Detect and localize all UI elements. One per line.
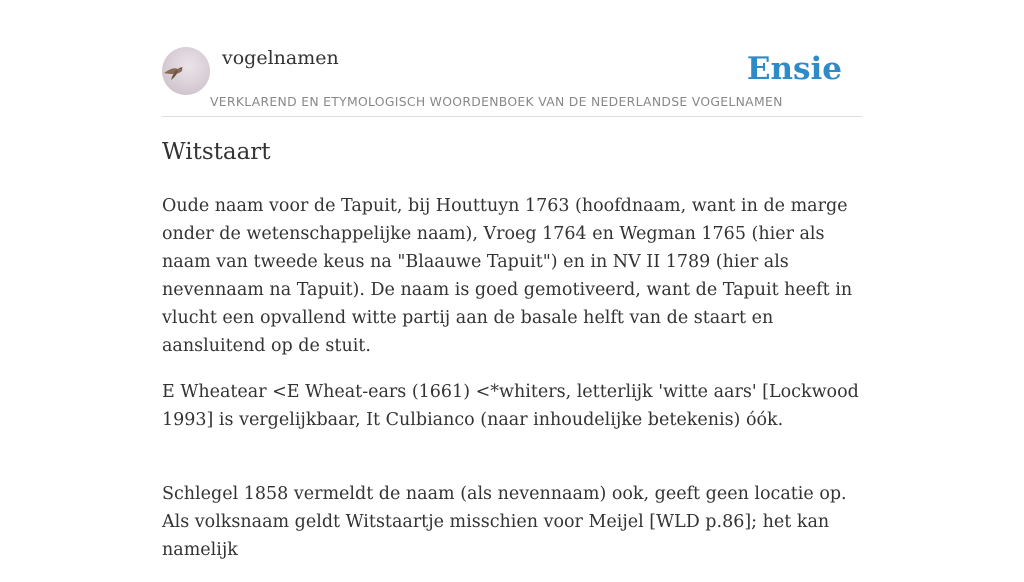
article-paragraph: Schlegel 1858 vermeldt de naam (als nevennaam) ook, geeft geen locatie op. Als volksnaam geldt Witstaartje misschien voor Meijel [WLD p.86]; het kan namelijk (162, 484, 847, 560)
article-paragraph: Oude naam voor de Tapuit, bij Houttuyn 1763 (hoofdnaam, want in de marge onder de wetenschappelijke naam), Vroeg 1764 en Wegman 1765 (hier als naam van tweede keus na "Blaauwe Tapuit") en in NV II 1789 (hier als nevennaam na Tapuit). De naam is goed gemotiveerd, want de Tapuit heeft in vlucht een opvallend witte partij aan de basale helft van de staart en aansluitend op de stuit. (162, 196, 853, 356)
article-body (162, 192, 862, 582)
paragraph-spacer (162, 452, 862, 480)
site-header (162, 46, 862, 117)
article-title: Witstaart (162, 139, 271, 165)
site-name[interactable]: vogelnamen (222, 47, 339, 69)
ensie-logo[interactable]: Ensie (746, 51, 842, 87)
site-tagline: VERKLAREND EN ETYMOLOGISCH WOORDENBOEK VAN DE NEDERLANDSE VOGELNAMEN (210, 94, 783, 109)
article-paragraph: E Wheatear <E Wheat-ears (1661) <*whi̇ters, letterlijk 'witte aars' [Lockwood 1993] is vergelijkbaar, It Culbianco (naar inhoudelijke betekenis) óók. (162, 382, 859, 430)
bird-avatar-icon[interactable] (162, 47, 210, 95)
